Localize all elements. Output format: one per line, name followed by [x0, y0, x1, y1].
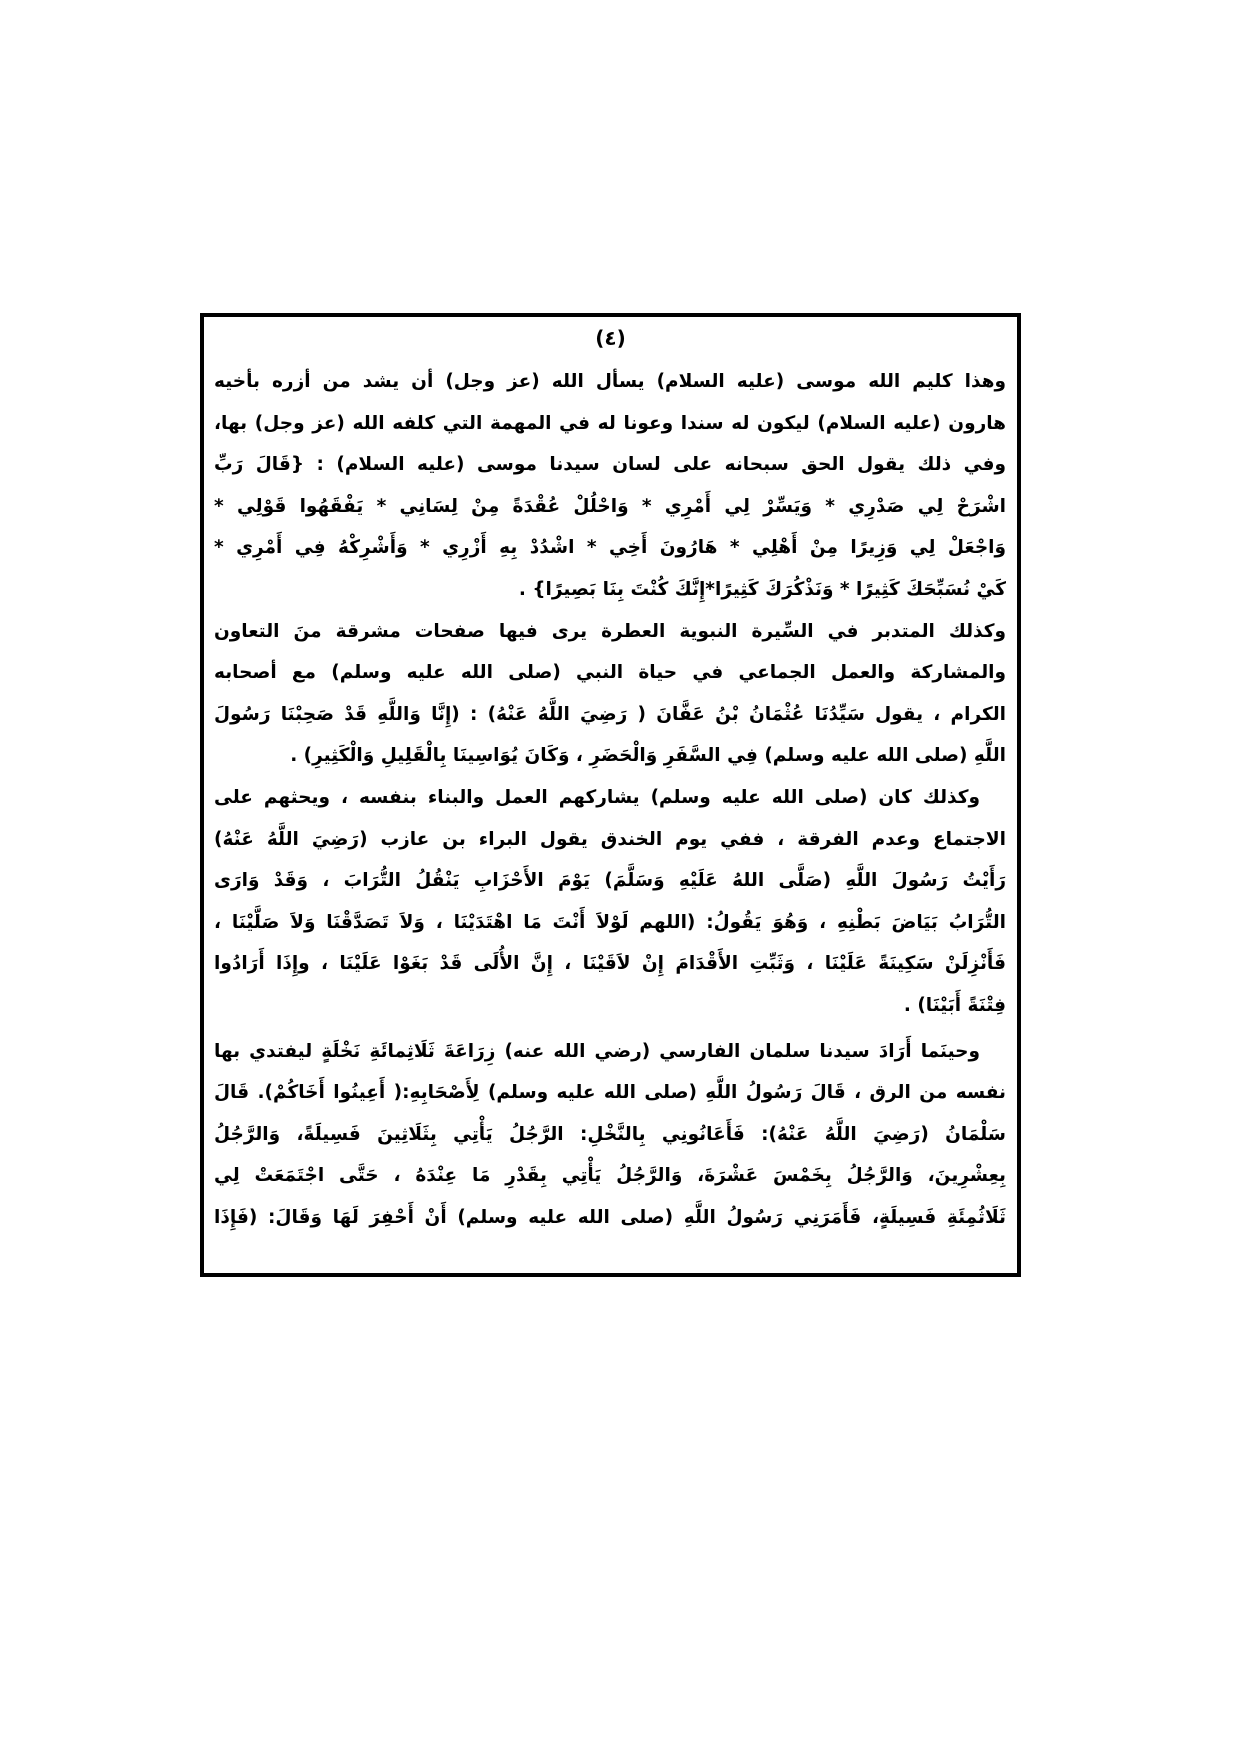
text-line: فِتْنَةً أَبَيْنَا) . [903, 994, 1006, 1016]
body-text [214, 361, 1006, 1238]
text-line: هارون (عليه السلام) ليكون له سندا وعونا له في المهمة التي كلفه الله (عز وجل) بها، [214, 412, 1006, 434]
page-border-frame [200, 313, 1021, 1277]
page-number: (٤) [595, 326, 626, 350]
text-line: بِعِشْرِينَ، وَالرَّجُلُ بِخَمْسَ عَشْرَةَ، وَالرَّجُلُ يَأْتِي بِقَدْرِ مَا عِنْدَهُ ، حَتَّى اجْتَمَعَتْ لِي [214, 1165, 1006, 1187]
text-line: نفسه من الرق ، قَالَ رَسُولُ اللَّهِ (صلى الله عليه وسلم) لِأَصْحَابِهِ:( أَعِينُوا أَخَاكُمْ). قَالَ [214, 1082, 1006, 1104]
text-line: التُّرَابُ بَيَاضَ بَطْنِهِ ، وَهُوَ يَقُولُ: (اللهم لَوْلاَ أَنْتَ مَا اهْتَدَيْنَا ، وَلاَ تَصَدَّقْنَا وَلاَ صَلَّيْنَا ، [214, 911, 1006, 933]
quran-verse-line: اشْرَحْ لِي صَدْرِي * وَيَسِّرْ لِي أَمْرِي * وَاحْلُلْ عُقْدَةً مِنْ لِسَانِي * يَفْقَهُوا قَوْلِي * [214, 495, 1006, 517]
text-line: الكرام ، يقول سَيِّدُنَا عُثْمَانُ بْنُ عَفَّانَ ( رَضِيَ اللَّهُ عَنْهُ) : (إِنَّا وَاللَّهِ قَدْ صَحِبْنَا رَسُولَ [214, 703, 1006, 725]
text-line: وكذلك كان (صلى الله عليه وسلم) يشاركهم العمل والبناء بنفسه ، ويحثهم على [214, 786, 980, 808]
text-line: الاجتماع وعدم الفرقة ، ففي يوم الخندق يقول البراء بن عازب (رَضِيَ اللَّهُ عَنْهُ) [214, 828, 1006, 850]
paragraph-khandaq [214, 777, 1006, 1027]
text-line: فَأَنْزِلَنْ سَكِينَةً عَلَيْنَا ، وَثَبِّتِ الأَقْدَامَ إِنْ لاَقَيْنَا ، إِنَّ الأُلَى قَدْ بَغَوْا عَلَيْنَا ، وإِذَا أَرَادُوا [214, 953, 1006, 975]
text-line: والمشاركة والعمل الجماعي في حياة النبي (صلى الله عليه وسلم) مع أصحابه [214, 662, 1006, 684]
text-line: وهذا كليم الله موسى (عليه السلام) يسأل الله (عز وجل) أن يشد من أزره بأخيه [214, 371, 1006, 392]
text-line: رَأَيْتُ رَسُولَ اللَّهِ (صَلَّى اللهُ عَلَيْهِ وَسَلَّمَ) يَوْمَ الأَحْزَابِ يَنْقُلُ التُّرَابَ ، وَقَدْ وَارَى [214, 870, 1006, 892]
text-line: وحينَما أَرَادَ سيدنا سلمان الفارسي (رضي الله عنه) زِرَاعَةَ ثَلَاثِمائَةِ نَخْلَةٍ ليفتدي بها [214, 1040, 980, 1062]
quran-verse-line: وَاجْعَلْ لِي وَزِيرًا مِنْ أَهْلِي * هَارُونَ أَخِي * اشْدُدْ بِهِ أَزْرِي * وَأَشْرِكْهُ فِي أَمْرِي * [214, 537, 1006, 559]
text-line: وكذلك المتدبر في السِّيرة النبوية العطرة يرى فيها صفحات مشرقة منَ التعاون [214, 620, 1006, 642]
text-line: وفي ذلك يقول الحق سبحانه على لسان سيدنا موسى (عليه السلام) : {قَالَ رَبِّ [214, 454, 1006, 476]
quran-verse-line: كَيْ نُسَبِّحَكَ كَثِيرًا * وَنَذْكُرَكَ كَثِيرًا*إِنَّكَ كُنْتَ بِنَا بَصِيرًا} . [518, 578, 1006, 600]
text-line: ثَلَاثُمِئَةِ فَسِيلَةٍ، فَأَمَرَنِي رَسُولُ اللَّهِ (صلى الله عليه وسلم) أَنْ أَحْفِرَ لَهَا وَقَالَ: (فَإِذَا [214, 1206, 1006, 1228]
paragraph-musa-harun [214, 361, 1006, 611]
paragraph-seerah-cooperation [214, 611, 1006, 777]
text-line: اللَّهِ (صلى الله عليه وسلم) فِي السَّفَرِ وَالْحَضَرِ ، وَكَانَ يُوَاسِينَا بِالْقَلِيلِ وَالْكَثِيرِ) . [290, 745, 1006, 767]
text-line: سَلْمَانُ (رَضِيَ اللَّهُ عَنْهُ): فَأَعَانُونِي بِالنَّخْلِ: الرَّجُلُ يَأْتِي بِثَلَاثِينَ فَسِيلَةً، وَالرَّجُلُ [214, 1123, 1006, 1145]
paragraph-salman [214, 1031, 1006, 1239]
